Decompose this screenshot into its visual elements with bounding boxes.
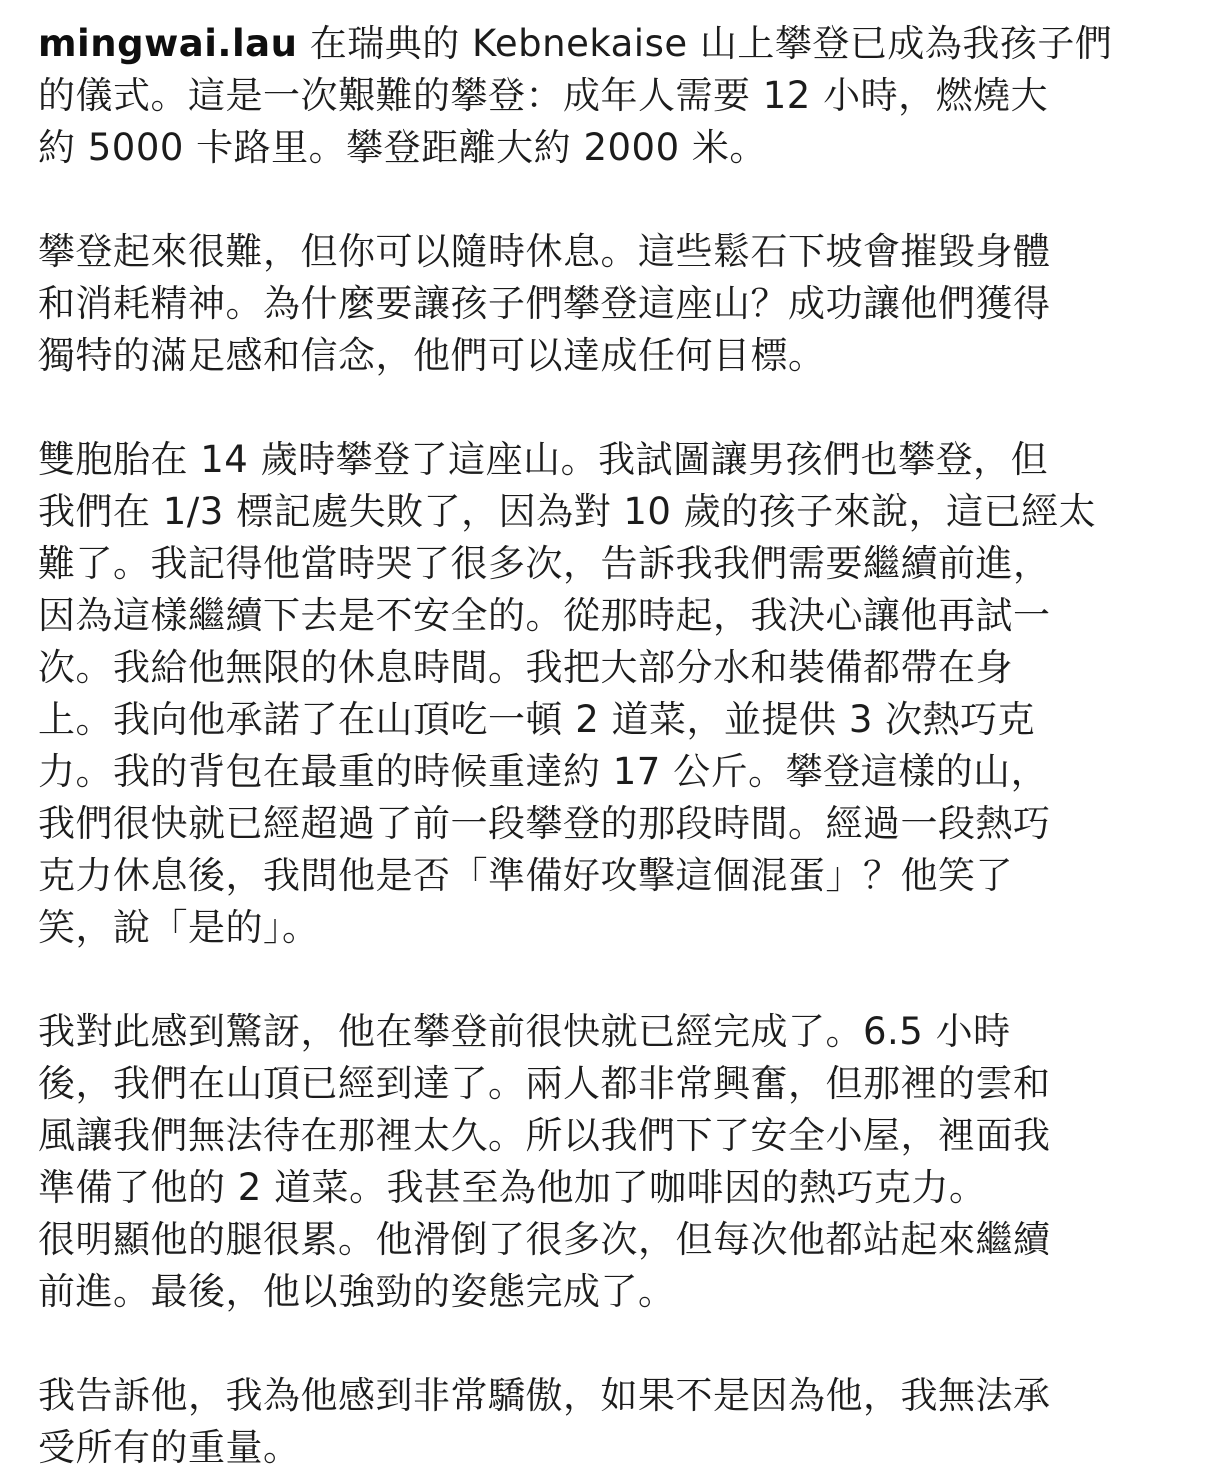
paragraph-spacer (38, 174, 1168, 226)
caption-paragraph-2: 攀登起來很難，但你可以隨時休息。這些鬆石下坡會摧毀身體 和消耗精神。為什麼要讓孩子們攀登這座山？成功讓他們獲得 獨特的滿足感和信念，他們可以達成任何目標。 (38, 230, 1051, 377)
username-link[interactable]: mingwai.lau (38, 22, 298, 65)
caption-paragraph-4: 我對此感到驚訝，他在攀登前很快就已經完成了。6.5 小時 後，我們在山頂已經到達了。兩人都非常興奮，但那裡的雲和 風讓我們無法待在那裡太久。所以我們下了安全小屋，裡面我 準備了他的 2 道菜。我甚至為他加了咖啡因的熱巧克力。 很明顯他的腿很累。他滑倒了很多次，但每次他都站起來繼續 前進。最後，他以強勁的姿態完成了。 (38, 1010, 1051, 1313)
caption-paragraph-5: 我告訴他，我為他感到非常驕傲，如果不是因為他，我無法承 受所有的重量。 (38, 1374, 1051, 1469)
caption-paragraph-3: 雙胞胎在 14 歲時攀登了這座山。我試圖讓男孩們也攀登，但 我們在 1/3 標記處失敗了，因為對 10 歲的孩子來說，這已經太 難了。我記得他當時哭了很多次，告訴我我們需要繼續前進， 因為這樣繼續下去是不安全的。從那時起，我決心讓他再試一 次。我給他無限的休息時間。我把大部分水和裝備都帶在身 上。我向他承諾了在山頂吃一頓 2 道菜，並提供 3 次熱巧克 力。我的背包在最重的時候重達約 17 公斤。攀登這樣的山， 我們很快就已經超過了前一段攀登的那段時間。經過一段熱巧 克力休息後，我問他是否「準備好攻擊這個混蛋」？他笑了 笑，說「是的」。 (38, 438, 1097, 949)
paragraph-spacer (38, 954, 1168, 1006)
post-caption (38, 18, 1168, 1469)
paragraph-spacer (38, 382, 1168, 434)
paragraph-spacer (38, 1318, 1168, 1370)
caption-text-1: 在瑞典的 Kebnekaise 山上攀登已成為我孩子們 的儀式。這是一次艱難的攀登：成年人需要 12 小時，燃燒大 約 5000 卡路里。攀登距離大約 2000 米。 (38, 22, 1113, 169)
caption-paragraph-1 (38, 18, 1168, 174)
